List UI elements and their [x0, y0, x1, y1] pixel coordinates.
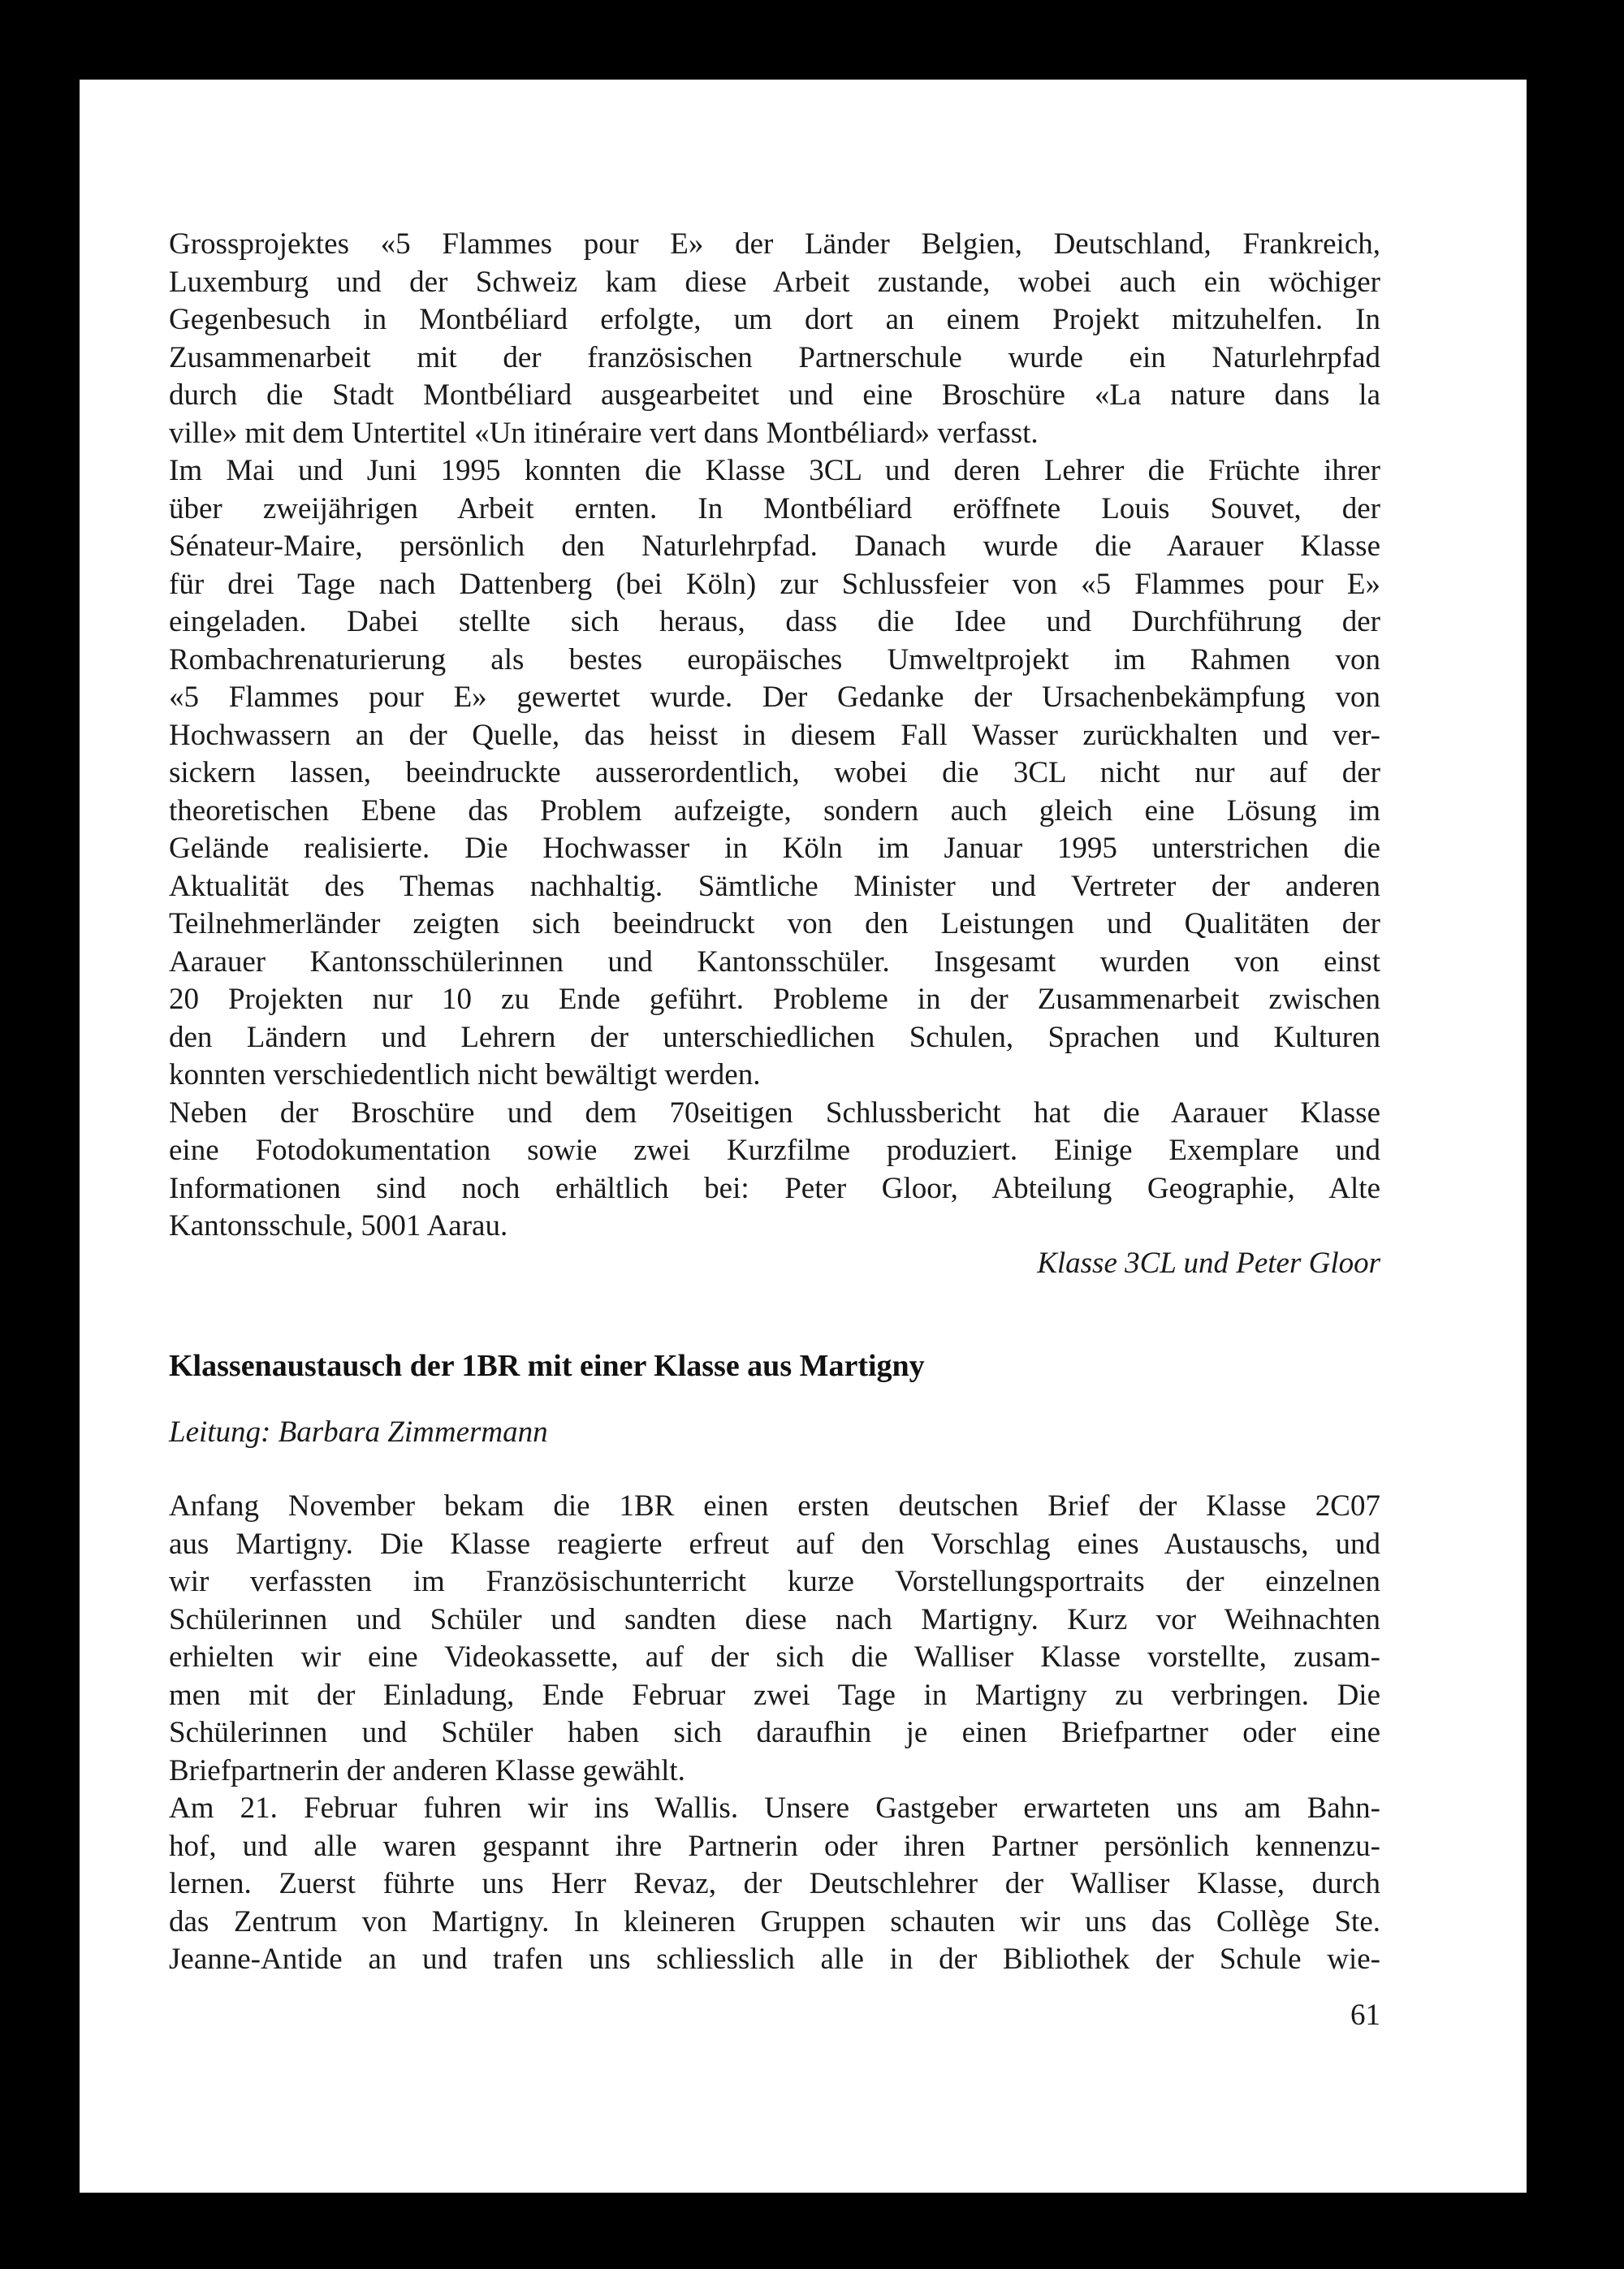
text-line: lernen. Zuerst führte uns Herr Revaz, der Deutschlehrer der Walliser Klasse, durch: [169, 1867, 1380, 1900]
text-line: 20 Projekten nur 10 zu Ende geführt. Probleme in der Zusammenarbeit zwischen: [169, 983, 1380, 1016]
text-line: Rombachrenaturierung als bestes europäisches Umweltprojekt im Rahmen von: [169, 642, 1380, 676]
text-line: ville» mit dem Untertitel «Un itinéraire vert dans Montbéliard» verfasst.: [169, 416, 1039, 450]
text-line: eine Fotodokumentation sowie zwei Kurzfilme produziert. Einige Exemplare und: [169, 1134, 1380, 1167]
text-line: Grossprojektes «5 Flammes pour E» der Länder Belgien, Deutschland, Frankreich,: [169, 227, 1380, 261]
text-line: men mit der Einladung, Ende Februar zwei Tage in Martigny zu verbringen. Die: [169, 1678, 1380, 1712]
text-line: Schülerinnen und Schüler haben sich daraufhin je einen Briefpartner oder eine: [169, 1716, 1380, 1749]
section-lead: Leitung: Barbara Zimmermann: [169, 1415, 548, 1449]
text-line: Sénateur-Maire, persönlich den Naturlehrpfad. Danach wurde die Aarauer Klasse: [169, 529, 1380, 563]
text-line: wir verfassten im Französischunterricht kurze Vorstellungsportraits der einzelnen: [169, 1565, 1380, 1598]
text-line: sickern lassen, beeindruckte ausserordentlich, wobei die 3CL nicht nur auf der: [169, 756, 1380, 789]
text-line: konnten verschiedentlich nicht bewältigt werden.: [169, 1058, 761, 1091]
text-line: Zusammenarbeit mit der französischen Partnerschule wurde ein Naturlehrpfad: [169, 340, 1380, 374]
document-page: [80, 80, 1527, 2193]
text-line: Gegenbesuch in Montbéliard erfolgte, um dort an einem Projekt mitzuhelfen. In: [169, 303, 1380, 336]
text-line: über zweijährigen Arbeit ernten. In Montbéliard eröffnete Louis Souvet, der: [169, 491, 1380, 525]
text-line: Schülerinnen und Schüler und sandten diese nach Martigny. Kurz vor Weihnachten: [169, 1602, 1380, 1636]
text-line: Neben der Broschüre und dem 70seitigen Schlussbericht hat die Aarauer Klasse: [169, 1096, 1380, 1130]
text-line: Am 21. Februar fuhren wir ins Wallis. Unsere Gastgeber erwarteten uns am Bahn-: [169, 1791, 1380, 1825]
text-line: Luxemburg und der Schweiz kam diese Arbeit zustande, wobei auch ein wöchiger: [169, 265, 1380, 299]
signature: Klasse 3CL und Peter Gloor: [1037, 1247, 1380, 1280]
text-line: Aarauer Kantonsschülerinnen und Kantonsschüler. Insgesamt wurden von einst: [169, 944, 1380, 979]
text-line: Hochwassern an der Quelle, das heisst in diesem Fall Wasser zurückhalten und ver-: [169, 718, 1380, 752]
text-line: Kantonsschule, 5001 Aarau.: [169, 1209, 508, 1243]
text-line: Anfang November bekam die 1BR einen ersten deutschen Brief der Klasse 2C07: [169, 1489, 1380, 1523]
text-line: aus Martigny. Die Klasse reagierte erfreut auf den Vorschlag eines Austauschs, und: [169, 1527, 1380, 1561]
text-line: Im Mai und Juni 1995 konnten die Klasse 3CL und deren Lehrer die Früchte ihrer: [169, 454, 1380, 487]
text-line: das Zentrum von Martigny. In kleineren Gruppen schauten wir uns das Collège Ste.: [169, 1904, 1380, 1938]
text-line: Aktualität des Themas nachhaltig. Sämtliche Minister und Vertreter der anderen: [169, 869, 1380, 903]
section1-body: [169, 226, 1380, 1246]
text-line: Informationen sind noch erhältlich bei: Peter Gloor, Abteilung Geographie, Alte: [169, 1171, 1380, 1205]
text-line: eingeladen. Dabei stellte sich heraus, dass die Idee und Durchführung der: [169, 605, 1380, 638]
text-line: «5 Flammes pour E» gewertet wurde. Der Gedanke der Ursachenbekämpfung von: [169, 681, 1380, 714]
text-line: Teilnehmerländer zeigten sich beeindruckt von den Leistungen und Qualitäten der: [169, 907, 1380, 940]
text-line: Briefpartnerin der anderen Klasse gewählt.: [169, 1753, 685, 1787]
section-heading: Klassenaustausch der 1BR mit einer Klasse aus Martigny: [169, 1349, 925, 1383]
text-line: durch die Stadt Montbéliard ausgearbeitet und eine Broschüre «La nature dans la: [169, 378, 1380, 412]
text-line: Gelände realisierte. Die Hochwasser in Köln im Januar 1995 unterstrichen die: [169, 832, 1380, 865]
text-line: theoretischen Ebene das Problem aufzeigte, sondern auch gleich eine Lösung im: [169, 793, 1380, 828]
text-line: hof, und alle waren gespannt ihre Partnerin oder ihren Partner persönlich kennenzu-: [169, 1829, 1380, 1863]
page-number: 61: [1350, 1999, 1380, 2032]
section2-body: [169, 1488, 1380, 1979]
text-line: Jeanne-Antide an und trafen uns schliesslich alle in der Bibliothek der Schule wie-: [169, 1943, 1380, 1976]
text-line: erhielten wir eine Videokassette, auf der sich die Walliser Klasse vorstellte, zusam-: [169, 1640, 1380, 1674]
text-line: den Ländern und Lehrern der unterschiedlichen Schulen, Sprachen und Kulturen: [169, 1020, 1380, 1054]
text-line: für drei Tage nach Dattenberg (bei Köln) zur Schlussfeier von «5 Flammes pour E»: [169, 567, 1380, 601]
